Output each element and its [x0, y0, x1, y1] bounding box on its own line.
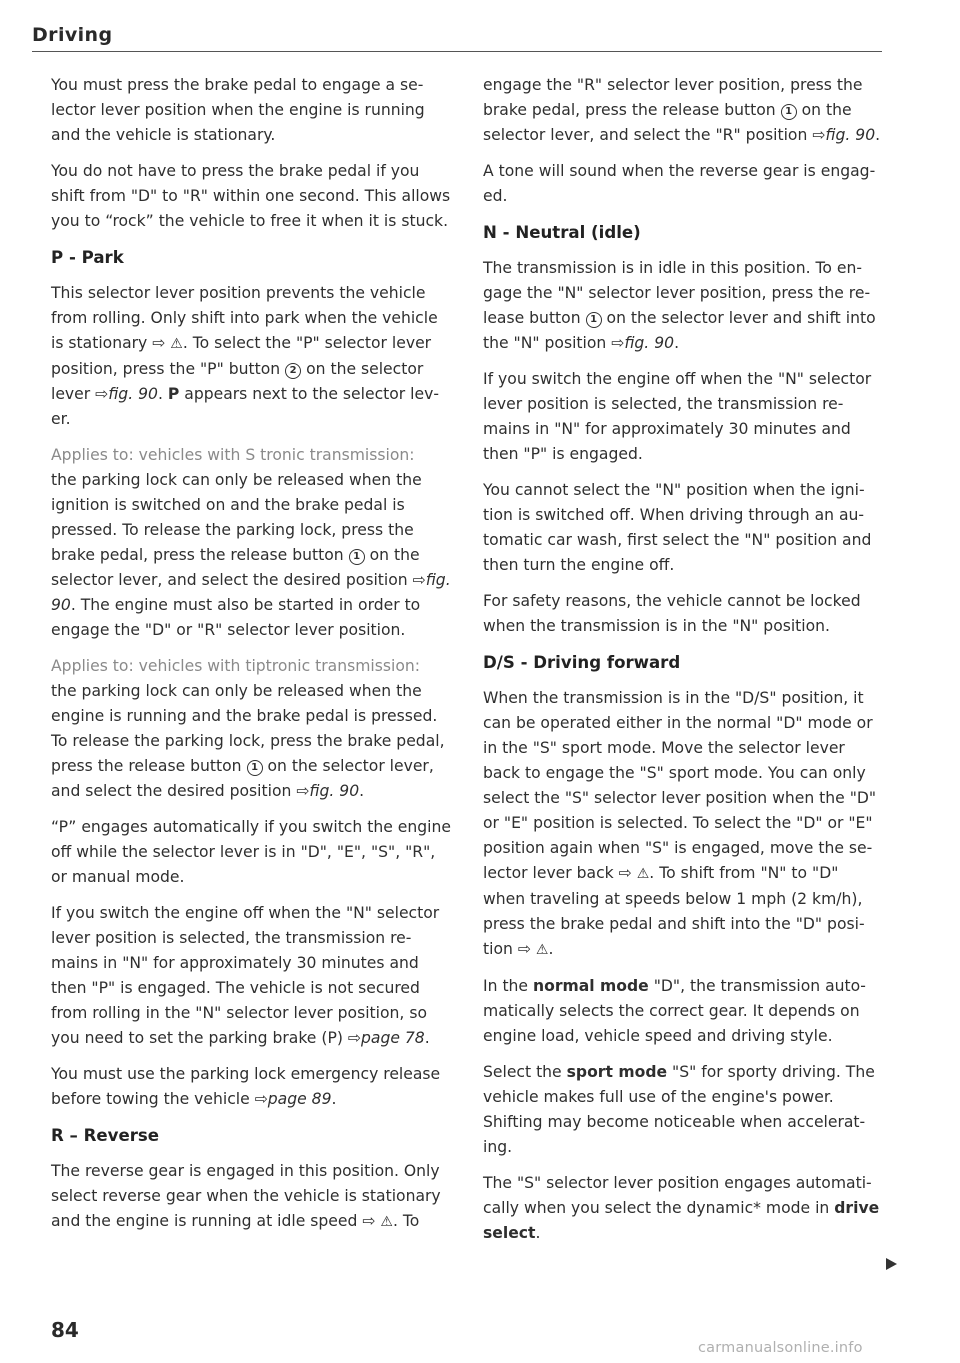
paragraph: If you switch the engine off when the "N" selector lever position is selected, the transmission remains in "N" for approximately 30 minutes and then "P" is engaged. — [483, 370, 872, 463]
button-1-icon: 1 — [781, 104, 797, 120]
warning-icon: ⚠ — [535, 942, 549, 958]
applies-note: Applies to: vehicles with S tronic transmission: — [51, 446, 415, 464]
heading-park: P - Park — [51, 248, 124, 267]
arrow-icon: ⇨ — [812, 126, 826, 144]
arrow-icon: ⇨ — [152, 334, 166, 352]
page-number: 84 — [51, 1318, 79, 1342]
paragraph-s-tronic: Applies to: vehicles with S tronic transmission: the parking lock can only be released when the ignition is switched on and the brake pedal is pressed. To release the parking lock, press the brake pedal, press the release button 1 on the selector lever, and select the desired position ⇨fig. 90. The engine must also be started in order to engage the "D" or "R" selector lever position. — [51, 443, 451, 643]
paragraph: A tone will sound when the reverse gear is engaged. — [483, 162, 876, 205]
paragraph: The "S" selector lever position engages automatically when you select the dynamic* mode in drive select. — [483, 1174, 880, 1242]
paragraph: The transmission is in idle in this position. To engage the "N" selector lever position, press the release button 1 on the selector lever and shift into the "N" position ⇨fig. 90. — [483, 259, 876, 352]
heading-neutral: N - Neutral (idle) — [483, 223, 641, 242]
paragraph: You cannot select the "N" position when the ignition is switched off. When driving through an automatic car wash, first select the "N" position and then turn the engine off. — [483, 481, 872, 574]
heading-reverse: R – Reverse — [51, 1126, 160, 1145]
header-divider — [32, 51, 882, 52]
page-link[interactable]: page 89 — [267, 1090, 332, 1108]
paragraph: Select the sport mode "S" for sporty driving. The vehicle makes full use of the engine's power. Shifting may become noticeable when accelerating. — [483, 1063, 875, 1156]
continue-arrow-icon — [886, 1258, 897, 1270]
page-link[interactable]: page 78 — [360, 1029, 425, 1047]
figure-link[interactable]: fig. 90 — [825, 126, 876, 144]
watermark: carmanualsonline.info — [698, 1340, 863, 1356]
button-1-icon: 1 — [349, 549, 365, 565]
arrow-icon: ⇨ — [347, 1029, 361, 1047]
button-1-icon: 1 — [247, 760, 263, 776]
button-1-icon: 1 — [586, 312, 602, 328]
arrow-icon: ⇨ — [95, 385, 109, 403]
arrow-icon: ⇨ — [412, 571, 426, 589]
paragraph: For safety reasons, the vehicle cannot be locked when the transmission is in the "N" position. — [483, 592, 861, 635]
right-column — [483, 73, 883, 1257]
paragraph-tiptronic: Applies to: vehicles with tiptronic transmission: the parking lock can only be released when the engine is running and the brake pedal is pressed. To release the parking lock, press the brake pedal, press the release button 1 on the selector lever, and select the desired position ⇨fig. 90. — [51, 654, 451, 804]
section-title: Driving — [32, 24, 113, 46]
figure-link[interactable]: fig. 90 — [309, 782, 360, 800]
figure-link[interactable]: fig. 90 — [108, 385, 158, 403]
warning-icon: ⚠ — [380, 1214, 393, 1230]
arrow-icon: ⇨ — [611, 334, 625, 352]
warning-icon: ⚠ — [636, 866, 650, 882]
paragraph: “P” engages automatically if you switch the engine off while the selector lever is in "D", "E", "S", "R", or manual mode. — [51, 818, 451, 886]
button-2-icon: 2 — [285, 363, 301, 379]
paragraph: When the transmission is in the "D/S" position, it can be operated either in the normal "D" mode or in the "S" sport mode. Move the selector lever back to engage the "S" sport mode. You can only select the "S" selector lever position when the "D" or "E" position is selected. To select the "D" or "E" position again when "S" is engaged, move the selector lever back ⇨ ⚠. To shift from "N" to "D" when traveling at speeds below 1 mph (2 km/h), press the brake pedal and shift into the "D" position ⇨ ⚠. — [483, 689, 877, 958]
arrow-icon: ⇨ — [254, 1090, 268, 1108]
arrow-icon: ⇨ — [362, 1212, 376, 1230]
warning-icon: ⚠ — [170, 336, 183, 352]
paragraph: You must press the brake pedal to engage a selector lever position when the engine is running and the vehicle is stationary. — [51, 76, 425, 144]
arrow-icon: ⇨ — [517, 940, 531, 958]
applies-note: Applies to: vehicles with tiptronic transmission: — [51, 657, 421, 675]
figure-link[interactable]: fig. 90 — [51, 571, 451, 614]
figure-link[interactable]: fig. 90 — [624, 334, 675, 352]
heading-drive: D/S - Driving forward — [483, 653, 681, 672]
arrow-icon: ⇨ — [618, 864, 632, 882]
paragraph: If you switch the engine off when the "N" selector lever position is selected, the transmission remains in "N" for approximately 30 minutes and then "P" is engaged. The vehicle is not secured from rolling in the "N" selector lever position, so you need to set the parking brake (P) ⇨page 78. — [51, 904, 440, 1047]
parking-brake-icon: (P) — [321, 1029, 343, 1047]
arrow-icon: ⇨ — [296, 782, 310, 800]
paragraph: engage the "R" selector lever position, press the brake pedal, press the release button 1 on the selector lever, and select the "R" position ⇨fig. 90. — [483, 76, 881, 144]
paragraph: In the normal mode "D", the transmission automatically selects the correct gear. It depends on engine load, vehicle speed and driving style. — [483, 977, 866, 1045]
paragraph: The reverse gear is engaged in this position. Only select reverse gear when the vehicle is stationary and the engine is running at idle speed ⇨ ⚠. To — [51, 1162, 441, 1230]
paragraph: You must use the parking lock emergency release before towing the vehicle ⇨page 89. — [51, 1065, 441, 1108]
paragraph-park: This selector lever position prevents the vehicle from rolling. Only shift into park when the vehicle is stationary ⇨ ⚠. To select the "P" selector lever position, press the "P" button 2 on the selector lever ⇨fig. 90. P appears next to the selector lever. — [51, 284, 439, 428]
left-column — [51, 73, 451, 1246]
paragraph: You do not have to press the brake pedal if you shift from "D" to "R" within one second. This allows you to “rock” the vehicle to free it when it is stuck. — [51, 162, 451, 230]
